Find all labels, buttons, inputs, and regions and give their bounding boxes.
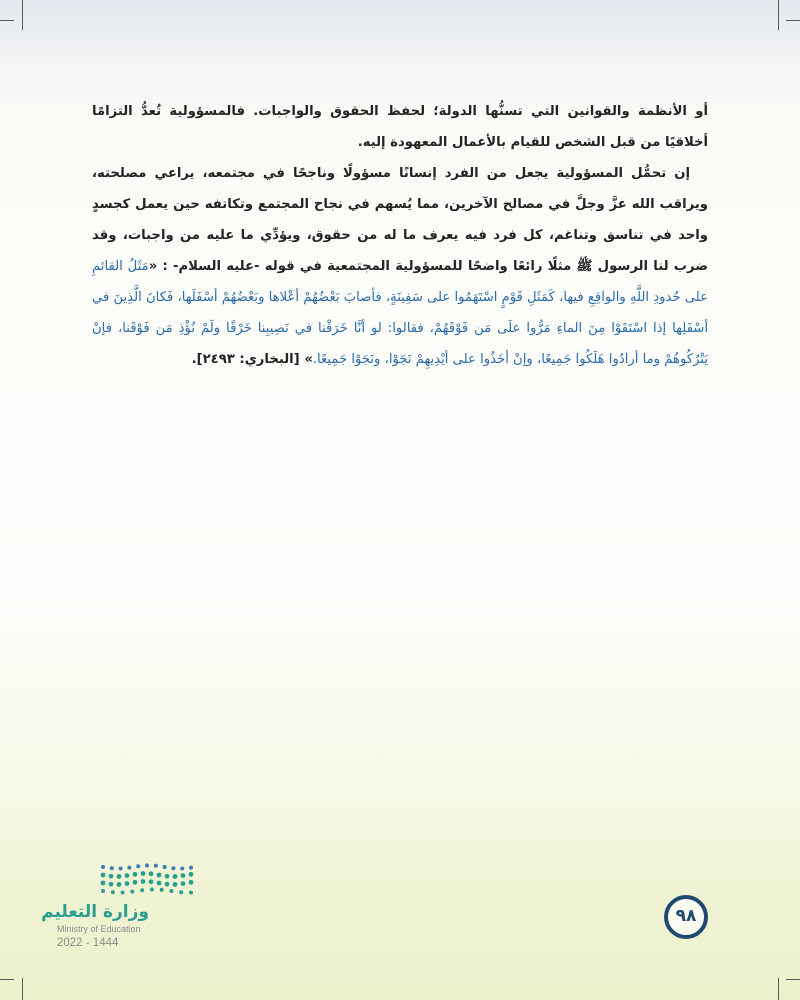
paragraph-responsibility-definition: أو الأنظمة والقوانين التي تسنُّها الدولة؛ لحفظ الحقوق والواجبات. فالمسؤولية تُعدُّ التزامًا أخلاقيًا من قبل الشخص للقيام بالأعمال المعهودة إليه. [92, 104, 708, 150]
crop-mark-right-top [786, 20, 800, 21]
body-text [92, 96, 708, 375]
crop-mark-top-left [22, 0, 23, 30]
page-number: ٩٨ [675, 906, 697, 926]
academic-year: 2022 - 1444 [57, 937, 119, 949]
page-number-badge [664, 895, 708, 939]
crop-mark-top-right [778, 0, 779, 30]
ministry-name-arabic: وزارة التعليم [41, 902, 149, 922]
ministry-logo [41, 862, 197, 962]
crop-mark-right-bottom [786, 979, 800, 980]
crop-mark-left-bottom [0, 979, 14, 980]
ministry-name-english: Ministry of Education [57, 924, 141, 934]
crop-mark-left-top [0, 20, 14, 21]
hadith-quote: مَثَلُ القائمِ على حُدودِ اللَّهِ والواقِعِ فيها، كَمَثَلِ قَوْمٍ اسْتَهَمُوا على سَفِينَةٍ، فأصابَ بَعْضُهُمْ أعْلاها وبَعْضُهُمْ أسْفَلَها، فَكانَ الَّذِينَ في أسْفَلِها إذا اسْتَقَوْا مِنَ الماءِ مَرُّوا علَى مَن فَوْقَهُمْ، فقالوا: لو أنَّا خَرَقْنا في نَصِيبِنا خَرْقًا ولَمْ نُؤْذِ مَن فَوْقَنا، فإنْ يَتْرُكُوهُمْ وما أرادُوا هَلَكُوا جَمِيعًا، وإنْ أخَذُوا على أيْدِيهِمْ نَجَوْا، ونَجَوْا جَمِيعًا. [91, 259, 708, 367]
crop-mark-bottom-left [22, 978, 23, 1000]
crop-mark-bottom-right [778, 978, 779, 1000]
hadith-citation: [البخاري: ٢٤٩٣]. [191, 352, 305, 367]
paragraph-intro: إن تحمُّل المسؤولية يجعل من الفرد إنسانًا مسؤولًا وناجحًا في مجتمعه، يراعي مصلحته، ويراقب الله عزَّ وجلَّ في مصالح الآخرين، مما يُسهم في نجاح المجتمع وتكاتفه حين يعمل كجسدٍ واحد في تناسق وتناغم، كل فرد فيه يعرف ما له من حقوق، ويؤدِّي ما عليه من واجبات، وقد ضرب لنا الرسول ﷺ مثلًا رائعًا واضحًا للمسؤولية المجتمعية في قوله -عليه السلام- : « [92, 166, 708, 274]
hadith-close-quote: » [304, 352, 313, 367]
paragraph-responsibility-hadith [92, 158, 708, 375]
moe-dots-icon [99, 862, 195, 896]
